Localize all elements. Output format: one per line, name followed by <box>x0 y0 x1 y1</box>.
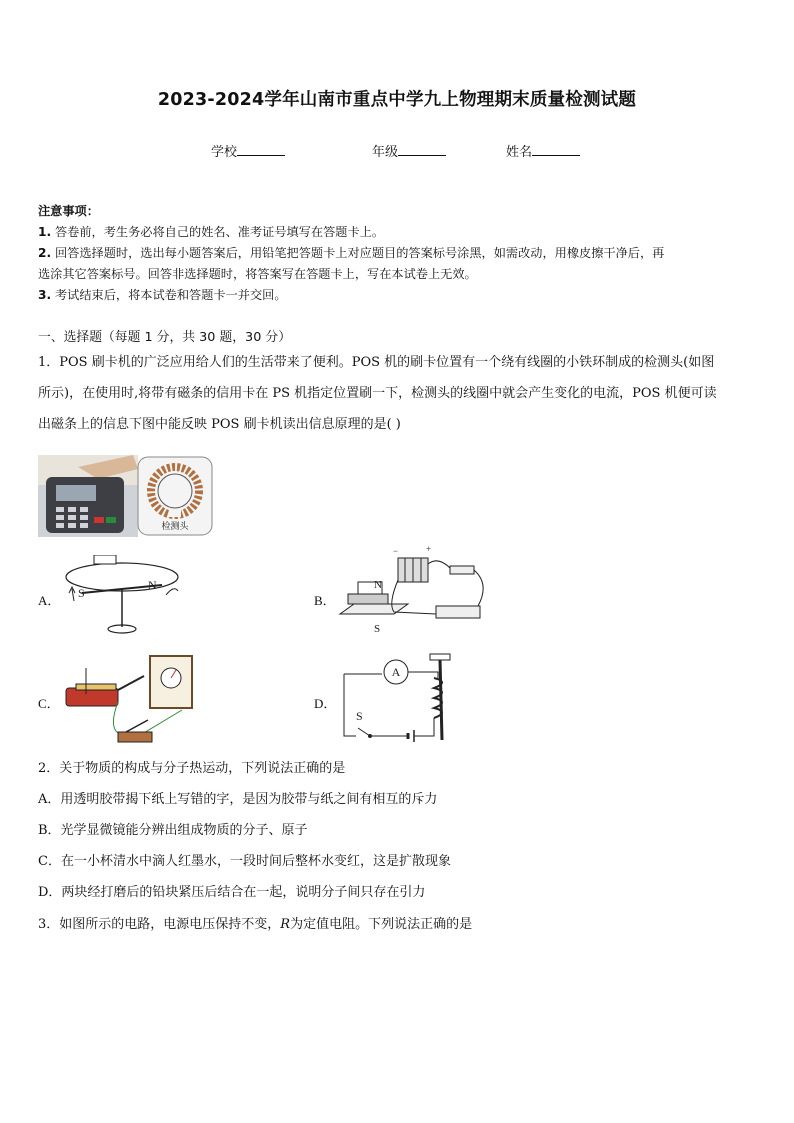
name-field[interactable] <box>506 141 580 160</box>
magnet-s-label: S <box>374 623 381 634</box>
name-label: 姓名 <box>506 145 533 160</box>
option-a-figure[interactable] <box>62 555 192 639</box>
section-heading: 一、选择题（每题 1 分，共 30 题，30 分） <box>38 330 292 345</box>
note-item: 1. 答卷前，考生务必将自己的姓名、准考证号填写在答题卡上。 <box>38 225 385 239</box>
pole-s-label: S <box>78 586 85 600</box>
pole-n-label: N <box>148 578 157 592</box>
detector-label: 检测头 <box>161 521 189 531</box>
name-blank[interactable] <box>532 142 580 156</box>
battery-plus-label: + <box>426 544 432 554</box>
school-label: 学校 <box>211 145 238 160</box>
question-2-option-c[interactable]: C．在一小杯清水中滴人红墨水，一段时间后整杯水变红，这是扩散现象 <box>38 854 451 869</box>
note-item: 选涂其它答案标号。回答非选择题时，将答案写在答题卡上，写在本试卷上无效。 <box>38 267 477 281</box>
option-d-label[interactable]: D． <box>314 696 337 711</box>
option-d-figure[interactable] <box>338 648 468 744</box>
question-2-stem: 2．关于物质的构成与分子热运动，下列说法正确的是 <box>38 761 346 776</box>
grade-field[interactable] <box>372 141 446 160</box>
grade-label: 年级 <box>372 145 399 160</box>
question-2-option-a[interactable]: A．用透明胶带揭下纸上写错的字，是因为胶带与纸之间有相互的斥力 <box>38 792 438 807</box>
option-c-figure[interactable] <box>62 654 202 750</box>
question-1-stem: 1．POS 刷卡机的广泛应用给人们的生活带来了便利。POS 机的刷卡位置有一个绕有线圈的小铁环制成的检测头(如图 所示)，在使用时,将带有磁条的信用卡在 PS 机指定位置刷一下，检测头的线圈中就会产生变化的电流，POS 机便可读 出磁条上的信息下图中能反映 POS 刷卡机读出信息原理的是( ) <box>38 355 717 432</box>
note-item: 3. 考试结束后，将本试卷和答题卡一并交回。 <box>38 288 287 302</box>
option-a-label[interactable]: A． <box>38 593 61 608</box>
variable-r: R <box>280 917 291 932</box>
pos-machine-photo <box>38 455 214 537</box>
grade-blank[interactable] <box>398 142 446 156</box>
school-field[interactable] <box>211 141 285 160</box>
question-3-stem: 3．如图所示的电路，电源电压保持不变，R为定值电阻。下列说法正确的是 <box>38 917 473 932</box>
notes-heading: 注意事项： <box>38 204 99 218</box>
ammeter-label: A <box>391 665 401 679</box>
magnet-n-label: N <box>374 579 382 591</box>
school-blank[interactable] <box>237 142 285 156</box>
question-2-option-d[interactable]: D．两块经打磨后的铅块紧压后结合在一起，说明分子间只存在引力 <box>38 885 426 900</box>
option-b-label[interactable]: B． <box>314 593 336 608</box>
switch-label: S <box>356 709 363 723</box>
question-2 <box>38 753 762 908</box>
note-item: 2. 回答选择题时，选出每小题答案后，用铅笔把答题卡上对应题目的答案标号涂黑，如需改动，用橡皮擦干净后，再 <box>38 246 665 260</box>
battery-minus-label: − <box>393 546 399 556</box>
option-c-label[interactable]: C． <box>38 696 60 711</box>
option-b-figure[interactable] <box>338 544 490 634</box>
question-2-option-b[interactable]: B．光学显微镜能分辨出组成物质的分子、原子 <box>38 823 308 838</box>
page-title: 2023-2024学年山南市重点中学九上物理期末质量检测试题 <box>157 90 637 110</box>
notes-block <box>38 201 760 306</box>
